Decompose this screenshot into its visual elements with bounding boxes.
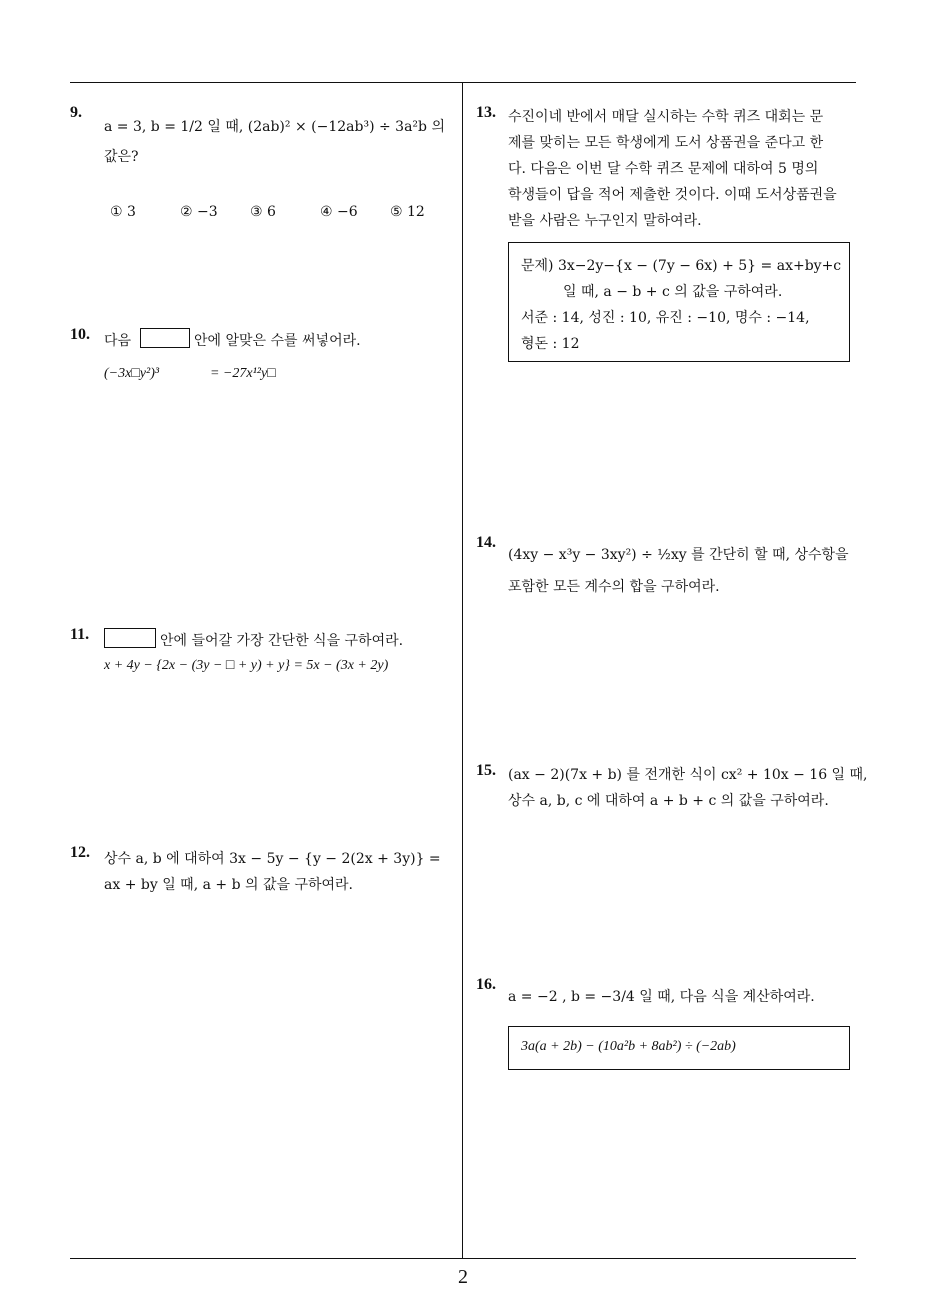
question-text-line: 받을 사람은 누구인지 말하여라.	[508, 213, 702, 229]
page-number: 2	[458, 1266, 468, 1288]
box-text-line: 일 때, a − b + c 의 값을 구하여라.	[563, 284, 783, 300]
expression-box	[508, 1026, 850, 1070]
question-text-line: 수진이네 반에서 매달 실시하는 수학 퀴즈 대회는 문	[508, 109, 824, 125]
equation: x + 4y − {2x − (3y − □ + y) + y} = 5x − (3x + 2y)	[104, 658, 389, 673]
question-text-line: 상수 a, b, c 에 대하여 a + b + c 의 값을 구하여라.	[508, 793, 829, 809]
question-text-line: a = −2 , b = −3/4 일 때, 다음 식을 계산하여라.	[508, 989, 815, 1005]
question-text-line: 상수 a, b 에 대하여 3x − 5y − {y − 2(2x + 3y)} =	[104, 851, 441, 867]
top-rule	[70, 82, 856, 83]
question-text-line: (ax − 2)(7x + b) 를 전개한 식이 cx² + 10x − 16 일 때,	[508, 767, 868, 783]
column-divider	[462, 82, 463, 1259]
box-text-line: 형돈 : 12	[521, 336, 580, 352]
choice-3[interactable]: ③ 6	[250, 204, 276, 220]
bottom-rule	[70, 1258, 856, 1259]
answer-blank-box[interactable]	[104, 628, 156, 648]
question-text-line: 학생들이 답을 적어 제출한 것이다. 이때 도서상품권을	[508, 187, 837, 203]
question-text-line: (4xy − x³y − 3xy²) ÷ ½xy 를 간단히 할 때, 상수항을	[508, 547, 849, 563]
question-number: 11.	[70, 626, 90, 643]
choice-4[interactable]: ④ −6	[320, 204, 358, 220]
box-expression: 3a(a + 2b) − (10a²b + 8ab²) ÷ (−2ab)	[521, 1039, 736, 1054]
question-text-line: 다음	[104, 333, 132, 349]
question-text-line: 포함한 모든 계수의 합을 구하여라.	[508, 579, 720, 595]
problem-box	[508, 242, 850, 362]
question-number: 9.	[70, 104, 82, 121]
question-text-line: 안에 들어갈 가장 간단한 식을 구하여라.	[160, 633, 404, 649]
question-text-line: a = 3, b = 1/2 일 때, (2ab)² × (−12ab³) ÷ 3a²b 의	[104, 119, 445, 135]
question-text-line: 다. 다음은 이번 달 수학 퀴즈 문제에 대하여 5 명의	[508, 161, 819, 177]
question-number: 12.	[70, 844, 90, 861]
answer-blank-box[interactable]	[140, 328, 190, 348]
box-text-line: 서준 : 14, 성진 : 10, 유진 : −10, 명수 : −14,	[521, 310, 810, 326]
question-text-line: 값은?	[104, 149, 139, 165]
question-number: 16.	[476, 976, 496, 993]
question-number: 15.	[476, 762, 496, 779]
question-number: 13.	[476, 104, 496, 121]
box-text-line: 문제) 3x−2y−{x − (7y − 6x) + 5} = ax+by+c	[521, 258, 842, 274]
choice-2[interactable]: ② −3	[180, 204, 218, 220]
question-text-line: 제를 맞히는 모든 학생에게 도서 상품권을 준다고 한	[508, 135, 824, 151]
choice-1[interactable]: ① 3	[110, 204, 136, 220]
choice-5[interactable]: ⑤ 12	[390, 204, 425, 220]
question-text-line: 안에 알맞은 수를 써넣어라.	[194, 333, 361, 349]
question-text-line: ax + by 일 때, a + b 의 값을 구하여라.	[104, 877, 354, 893]
question-number: 10.	[70, 326, 90, 343]
equation-right: = −27x¹²y□	[210, 366, 276, 381]
equation-left: (−3x□y²)³	[104, 366, 160, 381]
question-number: 14.	[476, 534, 496, 551]
